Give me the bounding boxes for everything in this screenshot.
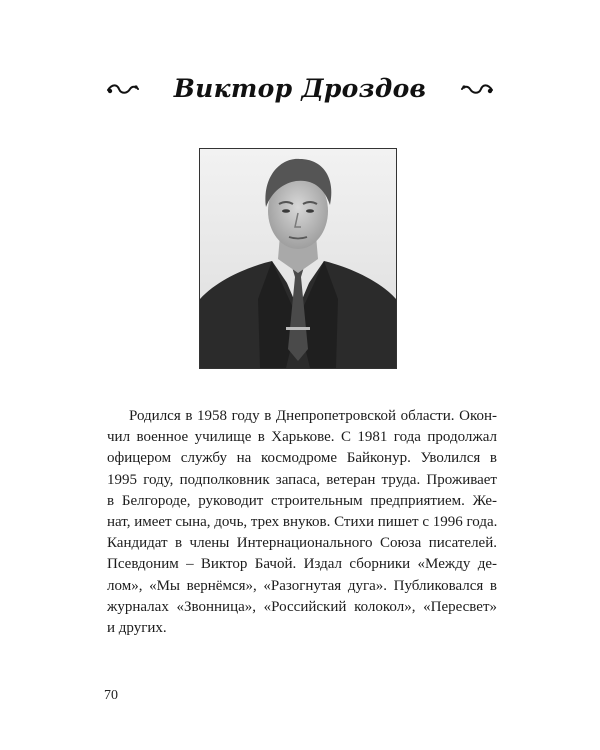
author-portrait <box>199 148 397 369</box>
flourish-right-icon <box>460 81 494 97</box>
bio-line: журналах «Звонница», «Российский колокол», «Пересвет» <box>107 598 497 615</box>
bio-line: и других. <box>107 620 167 637</box>
portrait-photo-icon <box>200 149 396 368</box>
bio-line: Родился в 1958 году в Днепропетровской области. Окон- <box>129 408 497 424</box>
flourish-left-icon <box>106 81 140 97</box>
biography-text <box>107 406 497 639</box>
bio-line: офицером службу на космодроме Байконур. Уволился в <box>107 450 497 467</box>
bio-line: нат, имеет сына, дочь, трех внуков. Стихи пишет с 1996 года. <box>107 514 498 531</box>
bio-line: Кандидат в члены Интернационального Союза писателей. <box>107 535 497 552</box>
bio-line: чил военное училище в Харькове. С 1981 года продолжал <box>107 429 497 446</box>
author-name: Виктор Дроздов <box>173 74 427 103</box>
bio-line: лом», «Мы вернёмся», «Разогнутая дуга». Публиковался в <box>107 577 497 594</box>
page-number: 70 <box>104 688 118 703</box>
bio-line: Псевдоним – Виктор Бачой. Издал сборники «Между де- <box>107 556 497 573</box>
bio-line: 1995 году, подполковник запаса, ветеран труда. Проживает <box>107 471 497 488</box>
bio-line: в Белгороде, руководит строительным предприятием. Же- <box>107 492 497 509</box>
title-row <box>0 74 600 103</box>
